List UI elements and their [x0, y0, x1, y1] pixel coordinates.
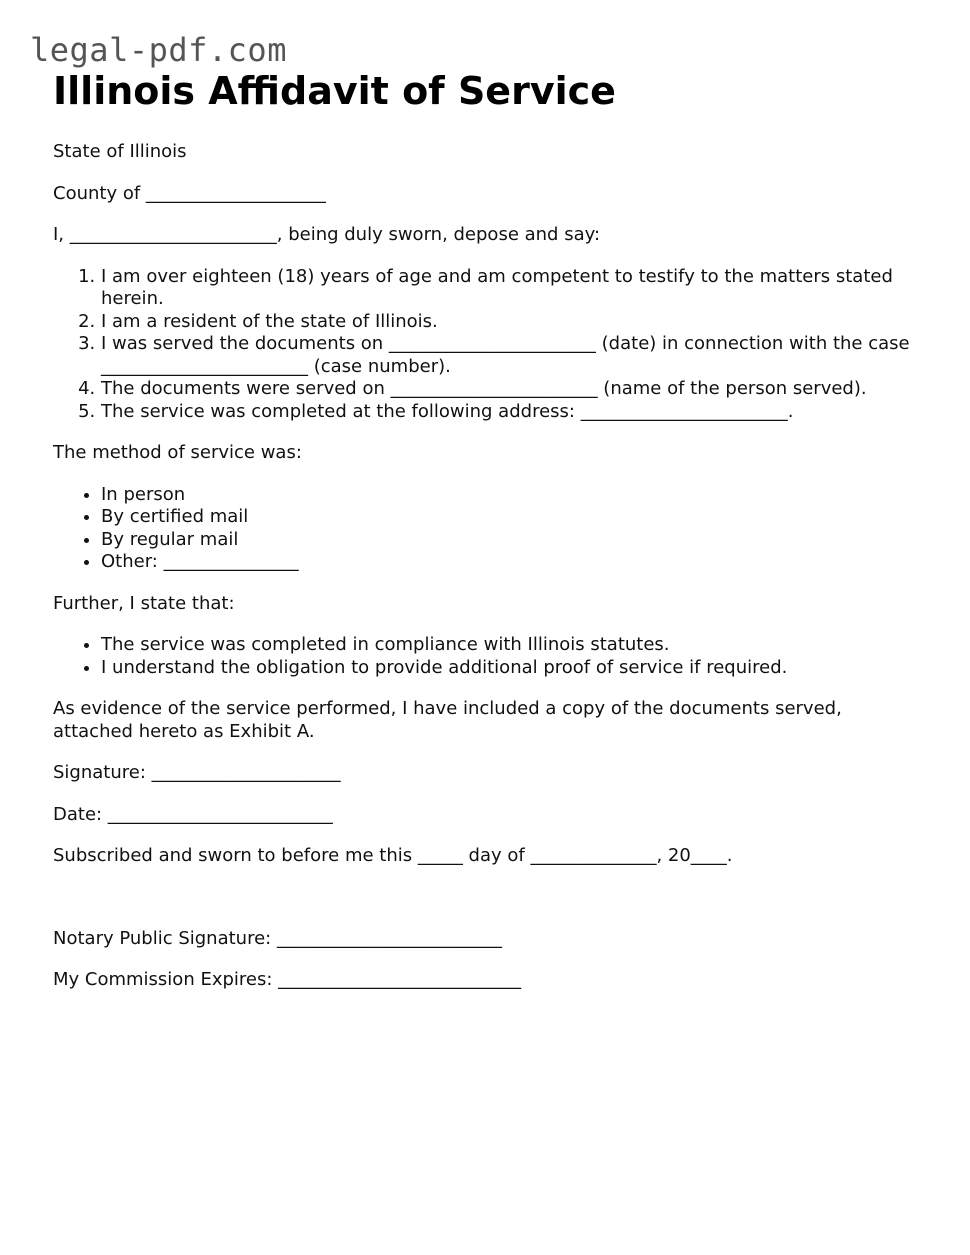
method-item-regular-mail: • By regular mail [101, 529, 923, 552]
document-body [53, 66, 923, 992]
commission-expires-line: My Commission Expires: ___________________________ [53, 969, 522, 990]
further-item-obligation: • I understand the obligation to provide additional proof of service if required. [101, 657, 923, 680]
signature-line: Signature: _____________________ [53, 762, 341, 783]
subscribed-line: Subscribed and sworn to before me this _____ day of ______________, 20____. [53, 845, 733, 866]
watermark: legal-pdf.com [30, 31, 287, 69]
county-line: County of ____________________ [53, 182, 326, 204]
method-item-in-person: • In person [101, 484, 923, 507]
statement-item-1: 1. I am over eighteen (18) years of age and am competent to testify to the matters stated herein. [101, 266, 923, 311]
evidence-paragraph: As evidence of the service performed, I have included a copy of the documents served, attached hereto as Exhibit A. [53, 698, 842, 742]
date-line: Date: _________________________ [53, 803, 333, 825]
intro-line: I, _______________________, being duly sworn, depose and say: [53, 224, 601, 245]
method-item-other: • Other: _______________ [101, 551, 923, 574]
statement-item-5: 5. The service was completed at the following address: _______________________. [101, 401, 923, 424]
further-heading: Further, I state that: [53, 592, 235, 614]
statement-item-2: 2. I am a resident of the state of Illinois. [101, 311, 923, 334]
notary-signature-line: Notary Public Signature: _________________________ [53, 927, 502, 949]
statement-item-3: 3. I was served the documents on _______________________ (date) in connection with the case _______________________ (case number). [101, 333, 923, 378]
sworn-statements-list [53, 266, 923, 424]
statement-item-4: 4. The documents were served on _______________________ (name of the person served). [101, 378, 923, 401]
further-item-compliance: • The service was completed in compliance with Illinois statutes. [101, 634, 923, 657]
method-item-certified-mail: • By certified mail [101, 506, 923, 529]
method-list [53, 484, 923, 574]
page-title: Illinois Affidavit of Service [53, 69, 616, 113]
method-heading: The method of service was: [53, 442, 302, 463]
further-list [53, 634, 923, 679]
state-line: State of Illinois [53, 141, 187, 162]
